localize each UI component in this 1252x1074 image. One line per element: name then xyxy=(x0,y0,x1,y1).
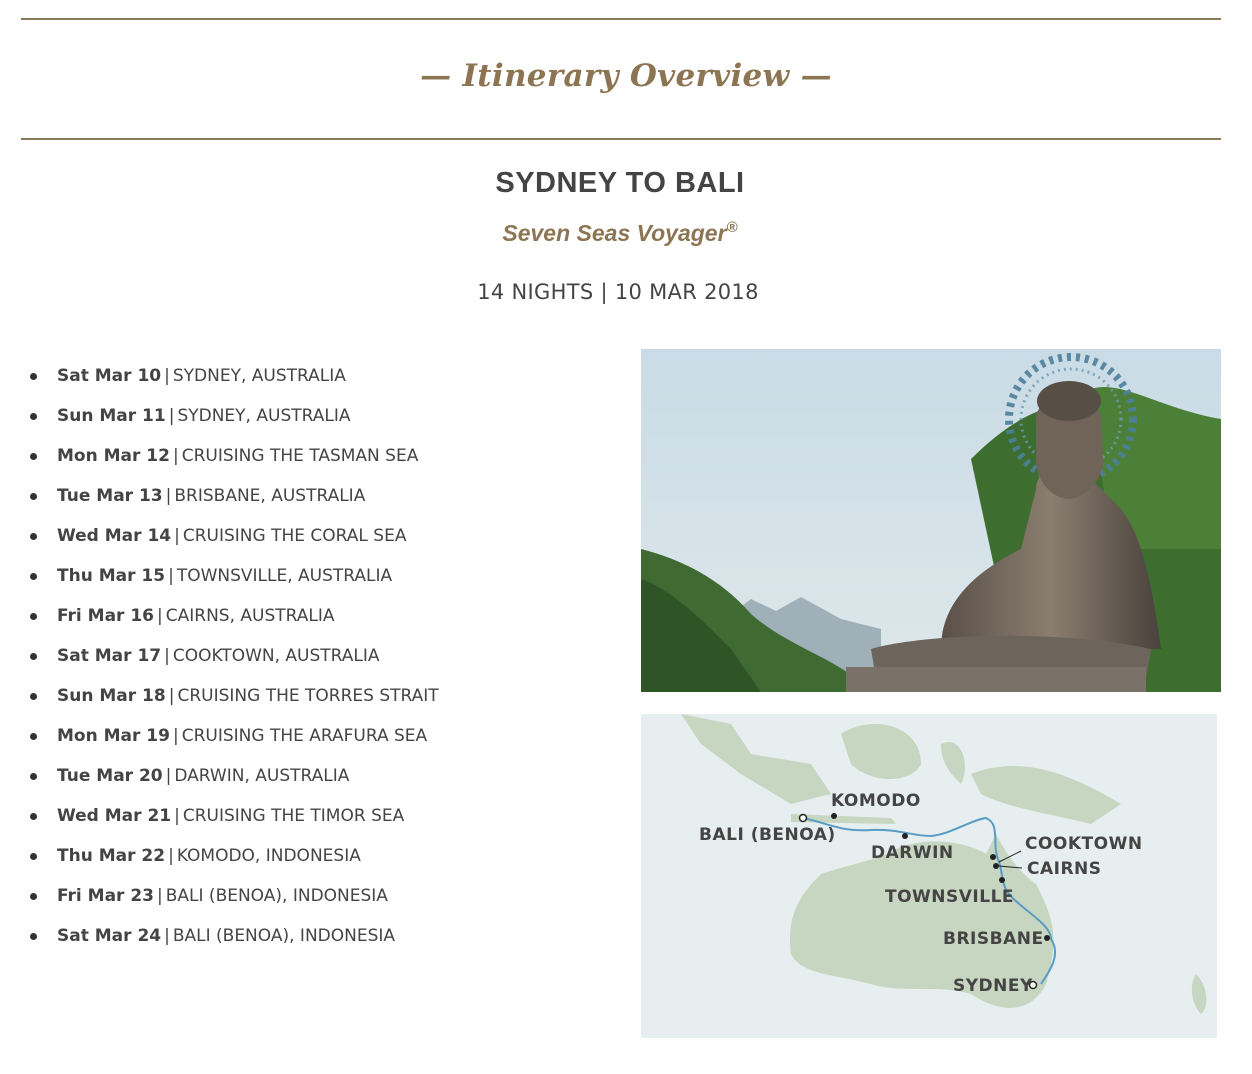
itinerary-separator: | xyxy=(157,606,163,626)
itinerary-port: COOKTOWN, AUSTRALIA xyxy=(172,646,380,666)
cairns-marker xyxy=(993,863,999,869)
map-label-townsville: TOWNSVILLE xyxy=(885,887,1015,907)
itinerary-port: SYDNEY, AUSTRALIA xyxy=(172,366,346,386)
itinerary-day: Sat Mar 17 xyxy=(57,646,162,666)
itinerary-day: Sun Mar 11 xyxy=(57,406,166,426)
itinerary-item xyxy=(28,836,628,876)
bali-marker xyxy=(800,815,807,822)
itinerary-port: CRUISING THE CORAL SEA xyxy=(182,526,407,546)
map-label-brisbane: BRISBANE xyxy=(943,929,1044,949)
darwin-marker xyxy=(902,833,908,839)
itinerary-item xyxy=(28,436,628,476)
itinerary-item xyxy=(28,756,628,796)
voyage-info xyxy=(0,280,1236,304)
itinerary-separator: | xyxy=(172,726,179,746)
itinerary-port: CAIRNS, AUSTRALIA xyxy=(165,606,335,626)
itinerary-separator: | xyxy=(157,886,163,906)
itinerary-item xyxy=(28,716,628,756)
itinerary-separator: | xyxy=(168,846,174,866)
ship-name-text: Seven Seas Voyager xyxy=(502,220,727,246)
itinerary-day: Wed Mar 14 xyxy=(57,526,172,546)
itinerary-day: Tue Mar 13 xyxy=(57,486,163,506)
itinerary-item xyxy=(28,596,628,636)
itinerary-list xyxy=(28,356,628,956)
itinerary-separator: | xyxy=(164,646,170,666)
itinerary-item xyxy=(28,476,628,516)
itinerary-port: BALI (BENOA), INDONESIA xyxy=(172,926,396,946)
buddha-statue-illustration xyxy=(641,349,1221,692)
itinerary-day: Sun Mar 18 xyxy=(57,686,166,706)
ship-name xyxy=(0,219,1240,247)
voyage-date: 10 MAR 2018 xyxy=(614,280,759,304)
route-map xyxy=(641,714,1217,1038)
map-label-sydney: SYDNEY xyxy=(953,976,1033,996)
itinerary-day: Wed Mar 21 xyxy=(57,806,172,826)
route-map-illustration xyxy=(641,714,1217,1038)
itinerary-separator: | xyxy=(168,686,175,706)
itinerary-day: Thu Mar 15 xyxy=(57,566,166,586)
itinerary-item xyxy=(28,556,628,596)
bottom-divider xyxy=(21,138,1221,140)
itinerary-port: BRISBANE, AUSTRALIA xyxy=(174,486,366,506)
townsville-marker xyxy=(999,877,1005,883)
itinerary-separator: | xyxy=(168,406,175,426)
voyage-separator: | xyxy=(600,280,608,304)
brisbane-marker xyxy=(1044,935,1050,941)
top-divider xyxy=(21,18,1221,20)
itinerary-day: Mon Mar 19 xyxy=(57,726,170,746)
map-label-cairns: CAIRNS xyxy=(1027,859,1102,879)
itinerary-separator: | xyxy=(165,766,172,786)
itinerary-port: CRUISING THE ARAFURA SEA xyxy=(181,726,428,746)
itinerary-day: Fri Mar 23 xyxy=(57,886,155,906)
itinerary-separator: | xyxy=(164,366,170,386)
itinerary-item xyxy=(28,636,628,676)
itinerary-item xyxy=(28,916,628,956)
route-title: SYDNEY TO BALI xyxy=(495,167,745,199)
section-title: — Itinerary Overview — xyxy=(420,58,832,94)
itinerary-day: Thu Mar 22 xyxy=(57,846,166,866)
buddha-statue-photo xyxy=(641,349,1221,692)
itinerary-separator: | xyxy=(165,486,172,506)
map-label-cooktown: COOKTOWN xyxy=(1025,834,1143,854)
itinerary-item xyxy=(28,876,628,916)
itinerary-port: KOMODO, INDONESIA xyxy=(176,846,361,866)
registered-mark: ® xyxy=(726,219,738,236)
itinerary-day: Sat Mar 24 xyxy=(57,926,162,946)
itinerary-item xyxy=(28,676,628,716)
voyage-nights: 14 NIGHTS xyxy=(477,280,594,304)
map-label-darwin: DARWIN xyxy=(871,843,954,863)
map-label-bali: BALI (BENOA) xyxy=(699,825,836,845)
itinerary-separator: | xyxy=(174,526,180,546)
itinerary-separator: | xyxy=(164,926,170,946)
itinerary-port: CRUISING THE TORRES STRAIT xyxy=(177,686,439,706)
itinerary-day: Fri Mar 16 xyxy=(57,606,155,626)
itinerary-port: TOWNSVILLE, AUSTRALIA xyxy=(176,566,393,586)
itinerary-item xyxy=(28,516,628,556)
itinerary-item xyxy=(28,796,628,836)
itinerary-separator: | xyxy=(174,806,180,826)
itinerary-port: CRUISING THE TASMAN SEA xyxy=(181,446,419,466)
itinerary-day: Sat Mar 10 xyxy=(57,366,162,386)
itinerary-separator: | xyxy=(168,566,174,586)
cooktown-marker xyxy=(990,854,996,860)
map-label-komodo: KOMODO xyxy=(831,791,921,811)
itinerary-day: Tue Mar 20 xyxy=(57,766,163,786)
itinerary-port: DARWIN, AUSTRALIA xyxy=(174,766,350,786)
komodo-marker xyxy=(831,813,837,819)
itinerary-item xyxy=(28,356,628,396)
itinerary-port: BALI (BENOA), INDONESIA xyxy=(165,886,388,906)
itinerary-port: CRUISING THE TIMOR SEA xyxy=(182,806,405,826)
itinerary-item xyxy=(28,396,628,436)
itinerary-day: Mon Mar 12 xyxy=(57,446,170,466)
itinerary-port: SYDNEY, AUSTRALIA xyxy=(177,406,351,426)
itinerary-separator: | xyxy=(172,446,179,466)
